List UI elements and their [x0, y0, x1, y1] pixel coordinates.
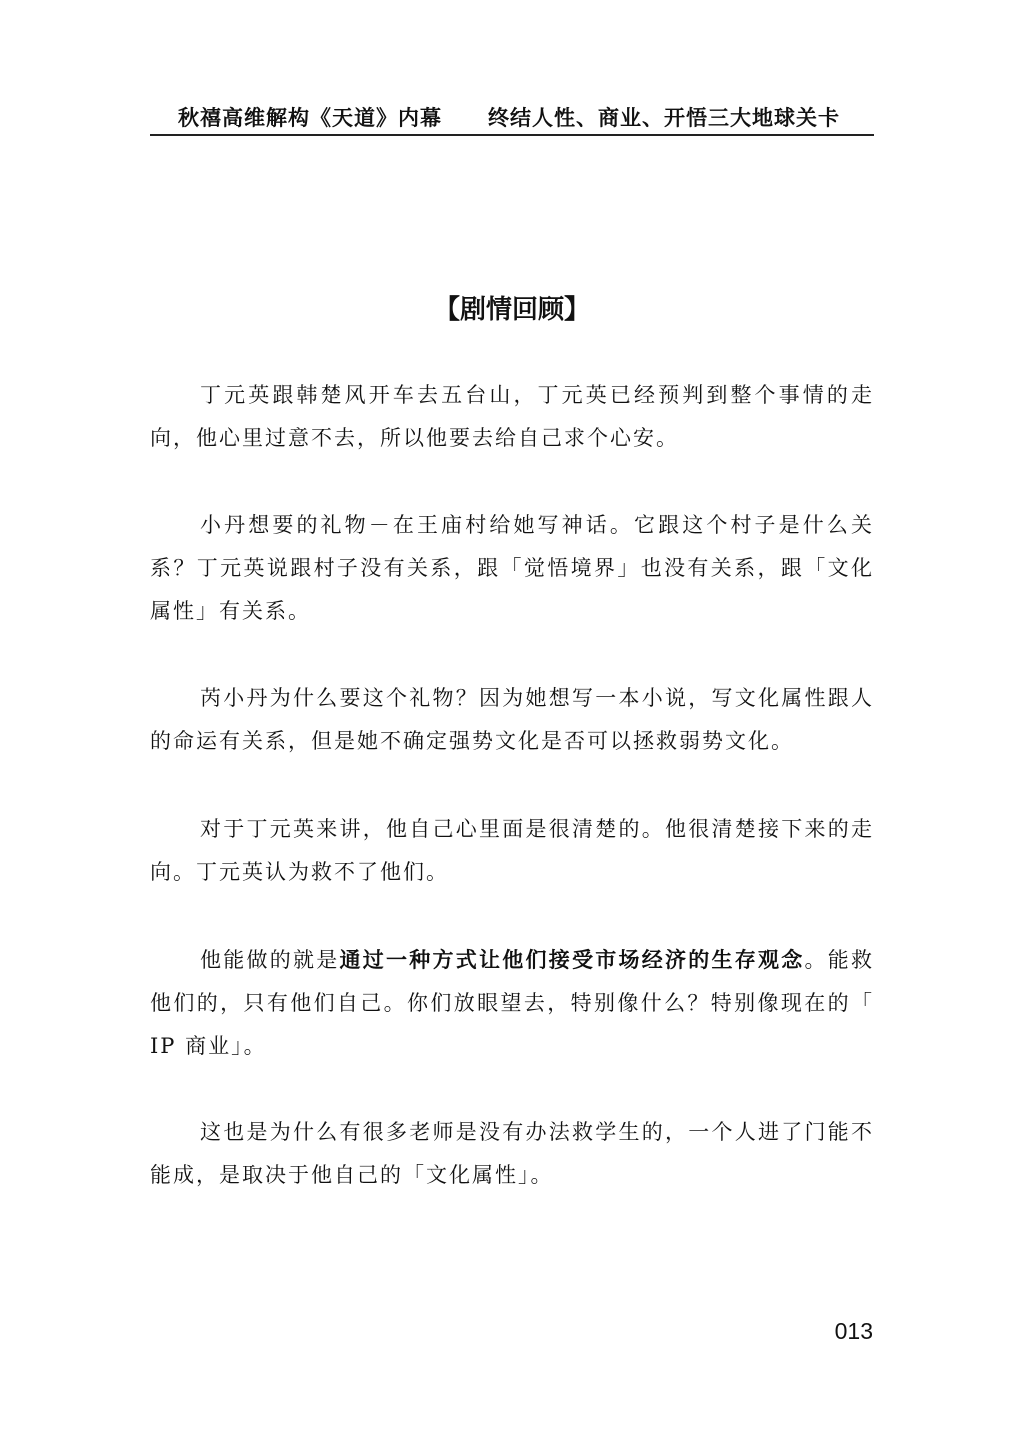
header-subtitle: 终结人性、商业、开悟三大地球关卡	[488, 105, 840, 130]
section-title: 【剧情回顾】	[433, 295, 590, 325]
paragraph-5-rest: 。能救他们的，只有他们自己。你们放眼望去，特别像什么？特别像现在的「 IP 商业」。	[150, 948, 874, 1058]
paragraph-5	[150, 938, 874, 1068]
paragraph-1: 丁元英跟韩楚风开车去五台山，丁元英已经预判到整个事情的走向，他心里过意不去，所以他要去给自己求个心安。	[150, 383, 874, 450]
paragraph-3: 芮小丹为什么要这个礼物？因为她想写一本小说，写文化属性跟人的命运有关系，但是她不确定强势文化是否可以拯救弱势文化。	[150, 686, 874, 753]
header-book-title: 秋禧高维解构《天道》内幕	[178, 105, 442, 130]
paragraph-5-lead: 他能做的就是	[200, 948, 340, 972]
paragraph-4: 对于丁元英来讲，他自己心里面是很清楚的。他很清楚接下来的走向。丁元英认为救不了他们。	[150, 817, 874, 884]
paragraph-6: 这也是为什么有很多老师是没有办法救学生的，一个人进了门能不能成，是取决于他自己的「文化属性」。	[150, 1120, 874, 1187]
paragraph-5-emphasis: 通过一种方式让他们接受市场经济的生存观念	[339, 947, 805, 972]
paragraph-2: 小丹想要的礼物－在王庙村给她写神话。它跟这个村子是什么关系？丁元英说跟村子没有关系，跟「觉悟境界」也没有关系，跟「文化属性」有关系。	[150, 513, 874, 623]
running-header	[150, 104, 874, 136]
page-number: 013	[834, 1318, 873, 1344]
